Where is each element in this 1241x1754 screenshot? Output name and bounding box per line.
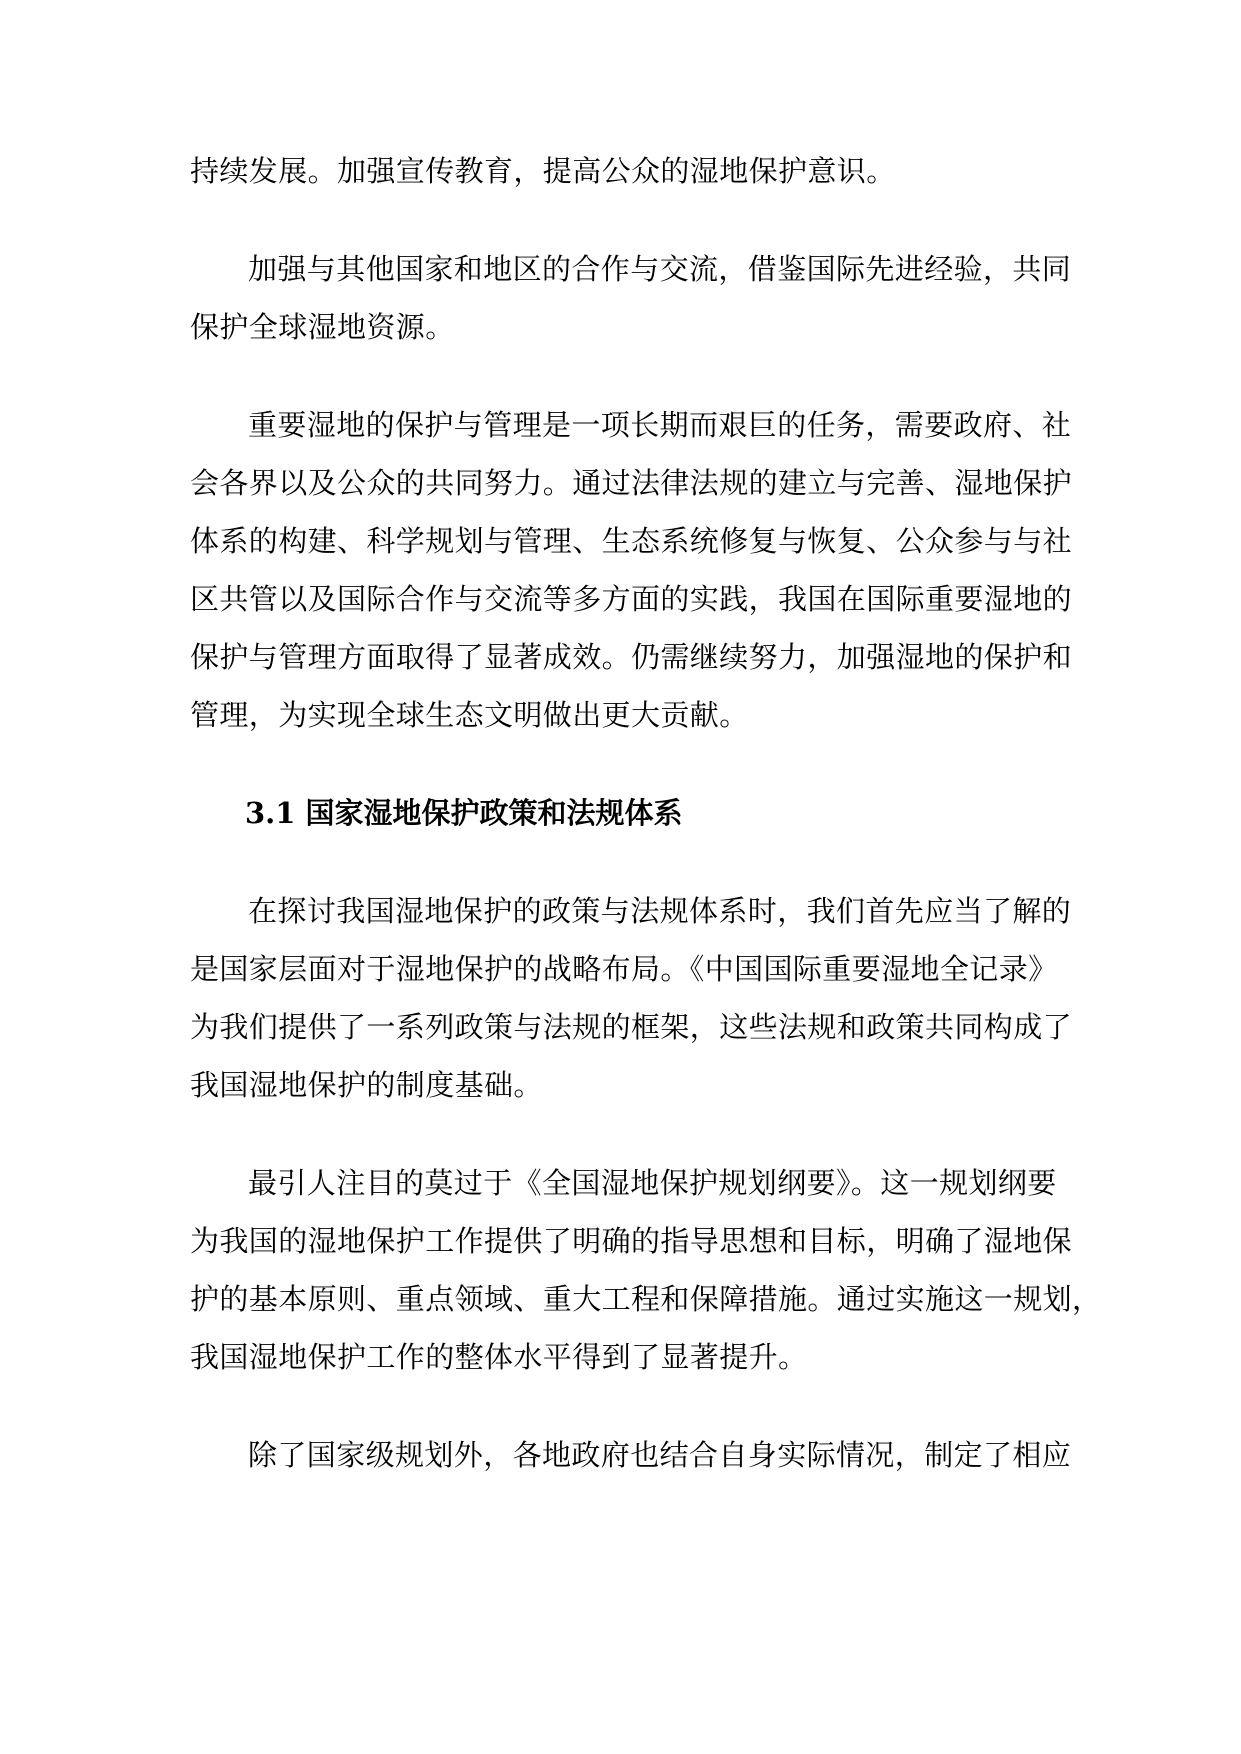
paragraph-local-policies [190, 1426, 1072, 1484]
text-line: 为我国的湿地保护工作提供了明确的指导思想和目标，明确了湿地保 [190, 1224, 1073, 1258]
text-line: 我国湿地保护的制度基础。 [190, 1068, 543, 1102]
paragraph-cooperation [190, 240, 1072, 356]
text-line: 持续发展。加强宣传教育，提高公众的湿地保护意识。 [190, 154, 896, 188]
document-body [190, 142, 1102, 1524]
text-line: 我国湿地保护工作的整体水平得到了显著提升。 [190, 1340, 808, 1374]
text-line: 加强与其他国家和地区的合作与交流，借鉴国际先进经验，共同 [248, 252, 1072, 286]
paragraph-policy-framework [190, 882, 1073, 1114]
text-line: 重要湿地的保护与管理是一项长期而艰巨的任务，需要政府、社 [248, 408, 1072, 442]
text-line: 体系的构建、科学规划与管理、生态系统修复与恢复、公众参与与社 [190, 524, 1073, 558]
text-line: 在探讨我国湿地保护的政策与法规体系时，我们首先应当了解的 [248, 894, 1072, 928]
paragraph-national-plan [190, 1154, 1102, 1386]
text-line: 是国家层面对于湿地保护的战略布局。《中国国际重要湿地全记录》 [190, 952, 1058, 986]
text-line: 为我们提供了一系列政策与法规的框架，这些法规和政策共同构成了 [190, 1010, 1073, 1044]
text-line: 最引人注目的莫过于《全国湿地保护规划纲要》。这一规划纲要 [248, 1166, 1057, 1200]
text-line: 区共管以及国际合作与交流等多方面的实践，我国在国际重要湿地的 [190, 582, 1073, 616]
text-line: 保护与管理方面取得了显著成效。仍需继续努力，加强湿地的保护和 [190, 640, 1073, 674]
paragraph-summary [190, 396, 1073, 744]
text-line: 保护全球湿地资源。 [190, 310, 455, 344]
text-line: 除了国家级规划外，各地政府也结合自身实际情况，制定了相应 [248, 1438, 1072, 1472]
text-line: 护的基本原则、重点领域、重大工程和保障措施。通过实施这一规划， [190, 1282, 1102, 1316]
section-heading: 3.1 国家湿地保护政策和法规体系 [245, 796, 683, 830]
paragraph-continuation [190, 142, 1050, 200]
text-line: 管理，为实现全球生态文明做出更大贡献。 [190, 698, 749, 732]
text-line: 会各界以及公众的共同努力。通过法律法规的建立与完善、湿地保护 [190, 466, 1073, 500]
